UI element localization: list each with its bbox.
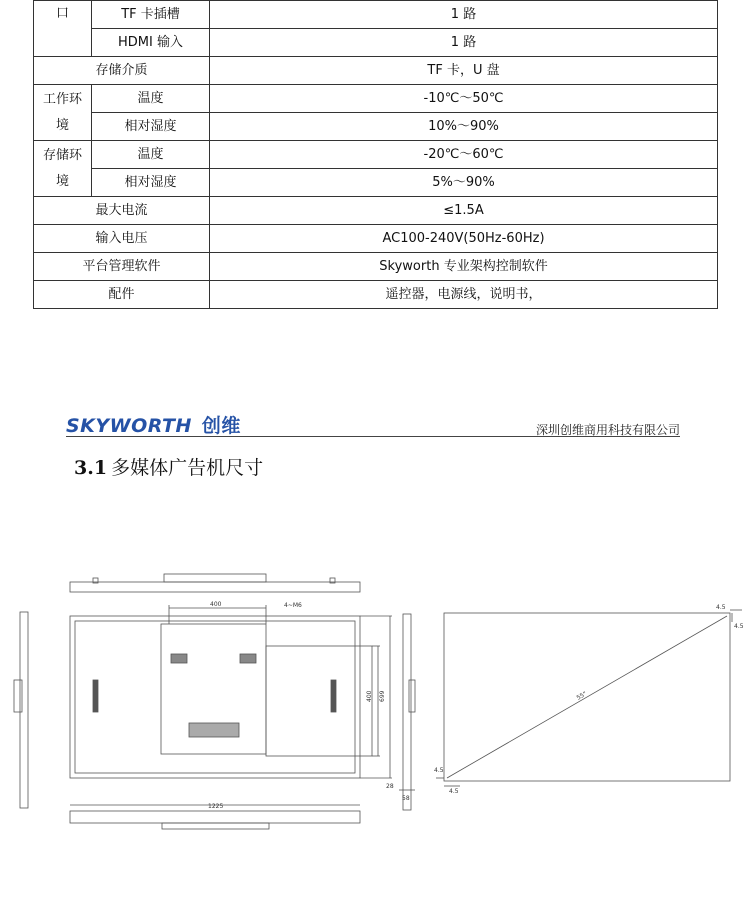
dim-45-right: 4.5 <box>734 623 744 630</box>
table-row <box>34 281 718 309</box>
table-row <box>34 1 718 29</box>
table-label-cell: 温度 <box>92 85 210 113</box>
table-value-cell: TF 卡，U 盘 <box>210 57 718 85</box>
table-label-cell: 输入电压 <box>34 225 210 253</box>
dim-28: 28 <box>386 783 394 790</box>
table-row <box>34 169 718 197</box>
table-group-cell <box>34 85 92 141</box>
spec-table <box>33 0 718 309</box>
table-row <box>34 141 718 169</box>
table-row <box>34 85 718 113</box>
skyworth-logo <box>66 411 241 438</box>
table-value-cell: 1 路 <box>210 29 718 57</box>
left-side-view <box>20 612 28 808</box>
header-divider <box>66 436 680 437</box>
dim-45-left: 4.5 <box>434 767 444 774</box>
table-row <box>34 197 718 225</box>
table-value-cell: 10%～90% <box>210 113 718 141</box>
table-value-cell: Skyworth 专业架构控制软件 <box>210 253 718 281</box>
logo-cn: 创维 <box>201 415 241 437</box>
table-label-cell: 配件 <box>34 281 210 309</box>
table-row <box>34 253 718 281</box>
table-label-cell: HDMI 输入 <box>92 29 210 57</box>
top-view-bracket <box>164 574 266 582</box>
dim-58: 58 <box>402 795 410 802</box>
group-label-line2: 境 <box>55 117 69 133</box>
dim-55: 55" <box>575 690 589 702</box>
dim-45-bottom: 4.5 <box>449 788 459 795</box>
top-view <box>70 582 360 592</box>
dim-45-top: 4.5 <box>716 604 726 611</box>
table-group-cell <box>34 141 92 197</box>
table-label-cell: 相对湿度 <box>92 113 210 141</box>
table-value-cell: -10℃～50℃ <box>210 85 718 113</box>
table-row <box>34 225 718 253</box>
table-label-cell: 平台管理软件 <box>34 253 210 281</box>
section-title-text: 多媒体广告机尺寸 <box>111 457 264 479</box>
table-label-cell: TF 卡插槽 <box>92 1 210 29</box>
section-title <box>74 453 263 480</box>
dim-400-side: 400 <box>366 690 373 702</box>
table-label-cell: 存储介质 <box>34 57 210 85</box>
table-label-cell: 相对湿度 <box>92 169 210 197</box>
logo-en: SKYWORTH <box>66 415 192 437</box>
table-row <box>34 29 718 57</box>
dimension-drawing-svg <box>0 560 750 850</box>
table-value-cell: 遥控器，电源线，说明书， <box>210 281 718 309</box>
group-label-line1: 工作环 <box>42 91 82 107</box>
dim-400-top: 400 <box>210 601 222 608</box>
table-row <box>34 57 718 85</box>
brand-header <box>66 411 680 437</box>
dim-1225: 1225 <box>208 803 224 810</box>
table-value-cell: AC100-240V(50Hz-60Hz) <box>210 225 718 253</box>
section-number: 3.1 <box>74 457 108 479</box>
table-label-cell: 温度 <box>92 141 210 169</box>
table-row <box>34 113 718 141</box>
group-label-line2: 境 <box>55 173 69 189</box>
table-label-cell: 最大电流 <box>34 197 210 225</box>
table-value-cell: 5%～90% <box>210 169 718 197</box>
dim-4m6: 4~M6 <box>284 602 302 609</box>
dimension-drawing <box>0 560 750 850</box>
table-value-cell: 1 路 <box>210 1 718 29</box>
group-label-line1: 存储环 <box>42 147 82 163</box>
table-value-cell: ≤1.5A <box>210 197 718 225</box>
company-name: 深圳创维商用科技有限公司 <box>535 423 680 437</box>
table-value-cell: -20℃～60℃ <box>210 141 718 169</box>
dim-699: 699 <box>379 690 386 702</box>
table-group-cell: 口 <box>34 1 92 57</box>
bottom-view <box>70 811 360 823</box>
